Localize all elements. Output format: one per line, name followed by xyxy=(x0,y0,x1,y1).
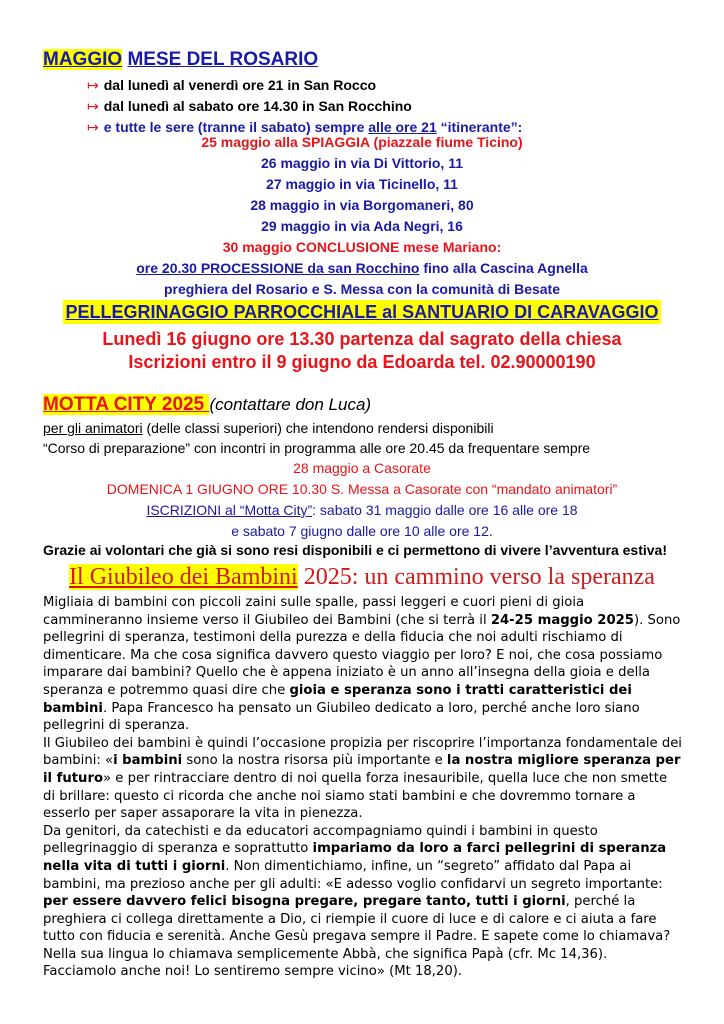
motta-city-audience: per gli animatori (delle classi superiori) che intendono rendersi disponibili xyxy=(43,420,494,436)
date-line: 28 maggio a Casorate xyxy=(293,460,431,476)
location-line: 29 maggio in via Ada Negri, 16 xyxy=(261,218,463,234)
motta-city-contact: (contattare don Luca) xyxy=(209,395,372,414)
location-line: 28 maggio in via Borgomaneri, 80 xyxy=(250,197,474,213)
registration-line: ISCRIZIONI al “Motta City”: sabato 31 maggio dalle ore 16 alle ore 18 xyxy=(146,502,578,518)
rosary-section xyxy=(43,48,683,138)
jubilee-title: Il Giubileo dei Bambini 2025: un cammino verso la speranza xyxy=(69,564,655,590)
date-line: DOMENICA 1 GIUGNO ORE 10.30 S. Messa a Casorate con “mandato animatori” xyxy=(106,481,618,497)
list-item: ↦ dal lunedì al venerdì ore 21 in San Rocco xyxy=(87,77,377,93)
arrow-icon: ↦ xyxy=(87,98,99,114)
procession-line: ore 20.30 PROCESSIONE da san Rocchino fino alla Cascina Agnella xyxy=(136,260,588,276)
registration-line-2: e sabato 7 giugno dalle ore 10 alle ore 12. xyxy=(231,523,493,539)
motta-city-course: “Corso di preparazione” con incontri in programma alle ore 20.45 da frequentare sempre xyxy=(43,440,591,456)
location-line: 25 maggio alla SPIAGGIA (piazzale fiume Ticino) xyxy=(201,134,523,150)
article-paragraph: Il Giubileo dei bambini è quindi l’occasione propizia per riscoprire l’importanza fondamentale dei bambini: «i bambini sono la nostra risorsa più importante e la nostra migliore speranza per il futuro» e per rintracciare dentro di noi quella forza inesauribile, quella luce che non smette di brillare: questo ci ricorda che anche noi siamo stati bambini e che dovremmo tornare a esserlo per saper assaporare la vita in pienezza. xyxy=(43,735,682,822)
location-line: 27 maggio in via Ticinello, 11 xyxy=(266,176,458,192)
article-paragraph: Migliaia di bambini con piccoli zaini sulle spalle, passi leggeri e cuori pieni di gioia cammineranno insieme verso il Giubileo dei Bambini (che si terrà il 24-25 maggio 2025). Sono pellegrini di speranza, testimoni della purezza e della fiducia che noi adulti rischiamo di dimenticare. Ma che cosa significa davvero questo viaggio per loro? E noi, che cosa possiamo imparare dai bambini? Quello che è appena iniziato è un anno all’insegna della gioia e della speranza e potremmo quasi dire che gioia e speranza sono i tratti caratteristici dei bambini. Papa Francesco ha pensato un Giubileo dedicato a loro, perché anche loro siano pellegrini di speranza. xyxy=(43,595,681,734)
motta-city-section xyxy=(43,393,693,458)
rosary-heading-month: MAGGIO xyxy=(43,49,123,70)
rosary-schedule-list xyxy=(43,75,683,138)
arrow-icon: ↦ xyxy=(87,119,99,135)
rosary-heading-title: MESE DEL ROSARIO xyxy=(127,49,319,70)
pilgrimage-departure: Lunedì 16 giugno ore 13.30 partenza dal sagrato della chiesa xyxy=(102,329,622,349)
list-item: ↦ dal lunedì al sabato ore 14.30 in San Rocchino xyxy=(87,98,412,114)
motta-city-thanks: Grazie ai volontari che già si sono resi disponibili e ci permettono di vivere l’avventura estiva! xyxy=(43,542,667,558)
location-line: 26 maggio in via Di Vittorio, 11 xyxy=(260,155,464,171)
motta-city-title: MOTTA CITY 2025 xyxy=(43,394,210,415)
motta-city-dates xyxy=(0,458,724,542)
rosary-heading xyxy=(43,48,683,72)
pilgrimage-registration: Iscrizioni entro il 9 giugno da Edoarda tel. 02.90000190 xyxy=(128,352,596,372)
jubilee-article xyxy=(43,594,683,981)
mass-line: preghiera del Rosario e S. Messa con la comunità di Besate xyxy=(163,281,561,297)
arrow-icon: ↦ xyxy=(87,77,99,93)
motta-city-heading xyxy=(43,393,693,417)
rosary-locations xyxy=(0,132,724,300)
conclusion-line: 30 maggio CONCLUSIONE mese Mariano: xyxy=(222,239,502,255)
article-paragraph: Da genitori, da catechisti e da educatori accompagniamo quindi i bambini in questo pellegrinaggio di speranza e soprattutto impariamo da loro a farci pellegrini di speranza nella vita di tutti i giorni. Non dimentichiamo, infine, un “segreto” affidato dal Papa ai bambini, ma prezioso anche per gli adulti: «E adesso voglio confidarvi un segreto importante: per essere davvero felici bisogna pregare, pregare tanto, tutti i giorni, perché la preghiera ci collega direttamente a Dio, ci riempie il cuore di luce e di calore e ci aiuta a fare tutto con fiducia e serenità. Anche Gesù pregava sempre il Padre. E sapete come lo chiamava? Nella sua lingua lo chiamava semplicemente Abbà, che significa Papà (cfr. Mc 14,36). Facciamolo anche noi! Lo sentiremo sempre vicino» (Mt 18,20). xyxy=(43,823,671,980)
pilgrimage-section xyxy=(0,300,724,374)
pilgrimage-heading: PELLEGRINAGGIO PARROCCHIALE al SANTUARIO DI CARAVAGGIO xyxy=(65,302,659,322)
list-item: ↦ e tutte le sere (tranne il sabato) sempre alle ore 21 “itinerante”: xyxy=(87,119,523,135)
